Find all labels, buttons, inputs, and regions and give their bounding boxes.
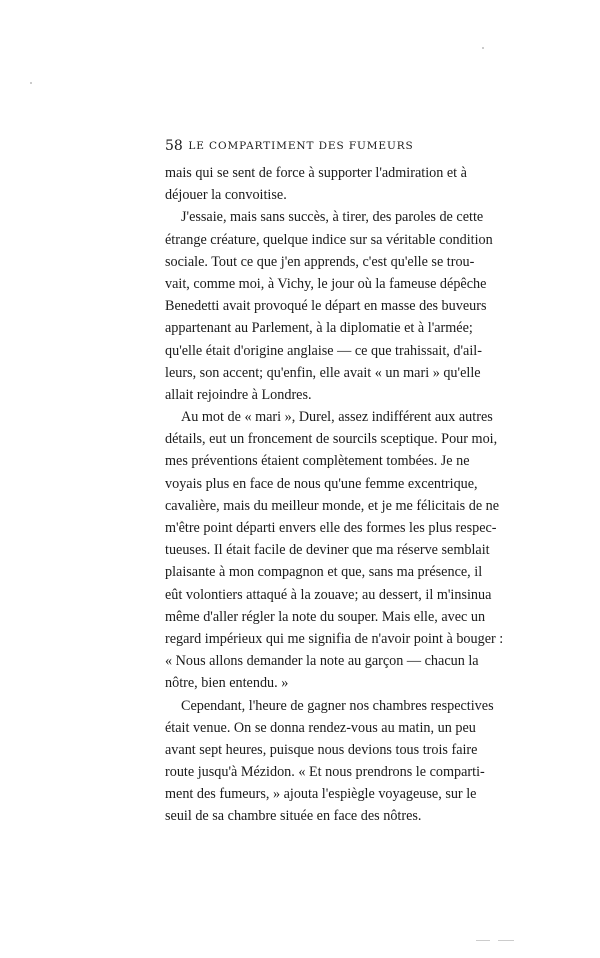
text-line: vait, comme moi, à Vichy, le jour où la fameuse dépêche xyxy=(165,275,487,292)
text-line: détails, eut un froncement de sourcils sceptique. Pour moi, xyxy=(165,431,498,448)
paper-speck xyxy=(482,47,484,49)
text-line: nôtre, bien entendu. » xyxy=(165,675,289,692)
text-line: Benedetti avait provoqué le départ en masse des buveurs xyxy=(165,298,487,315)
margin-mark xyxy=(498,940,514,941)
running-title: LE COMPARTIMENT DES FUMEURS xyxy=(188,140,414,152)
text-line: appartenant au Parlement, à la diplomatie et à l'armée; xyxy=(165,320,473,337)
text-line: mais qui se sent de force à supporter l'admiration et à xyxy=(165,165,467,181)
text-line: route jusqu'à Mézidon. « Et nous prendrons le comparti- xyxy=(165,764,485,781)
text-line: étrange créature, quelque indice sur sa véritable condition xyxy=(165,231,493,248)
page-number: 58 xyxy=(165,138,183,154)
body-text xyxy=(165,162,504,828)
text-line: tueuses. Il était facile de deviner que ma réserve semblait xyxy=(165,542,490,559)
text-line: même d'aller régler la note du souper. Mais elle, avec un xyxy=(165,608,486,625)
text-line: avant sept heures, puisque nous devions tous trois faire xyxy=(165,741,478,758)
text-line: allait rejoindre à Londres. xyxy=(165,386,312,403)
text-line: regard impérieux qui me signifia de n'avoir point à bouger : xyxy=(165,630,504,647)
text-line: eût volontiers attaqué à la zouave; au dessert, il m'insinua xyxy=(165,586,492,603)
paper-speck xyxy=(30,82,32,84)
text-line: ment des fumeurs, » ajouta l'espiègle voyageuse, sur le xyxy=(165,786,477,803)
text-line: J'essaie, mais sans succès, à tirer, des paroles de cette xyxy=(181,209,484,226)
text-line: Cependant, l'heure de gagner nos chambres respectives xyxy=(181,697,494,714)
text-line: seuil de sa chambre située en face des nôtres. xyxy=(165,808,422,825)
text-line: plaisante à mon compagnon et que, sans ma présence, il xyxy=(165,564,483,581)
text-line: cavalière, mais du meilleur monde, et je me félicitais de ne xyxy=(165,497,500,514)
text-line: m'être point départi envers elle des formes les plus respec- xyxy=(165,520,497,536)
page-header xyxy=(165,138,437,158)
text-line: leurs, son accent; qu'enfin, elle avait « un mari » qu'elle xyxy=(165,364,481,381)
text-line: mes préventions étaient complètement tombées. Je ne xyxy=(165,453,470,470)
text-line: Au mot de « mari », Durel, assez indifférent aux autres xyxy=(181,409,493,426)
margin-mark xyxy=(476,940,490,941)
text-line: voyais plus en face de nous qu'une femme excentrique, xyxy=(165,475,478,492)
text-line: qu'elle était d'origine anglaise — ce que trahissait, d'ail- xyxy=(165,342,482,359)
text-line: sociale. Tout ce que j'en apprends, c'est qu'elle se trou- xyxy=(165,253,475,270)
text-line: déjouer la convoitise. xyxy=(165,187,287,204)
text-line: était venue. On se donna rendez-vous au matin, un peu xyxy=(165,719,476,736)
text-line: « Nous allons demander la note au garçon — chacun la xyxy=(165,653,479,670)
